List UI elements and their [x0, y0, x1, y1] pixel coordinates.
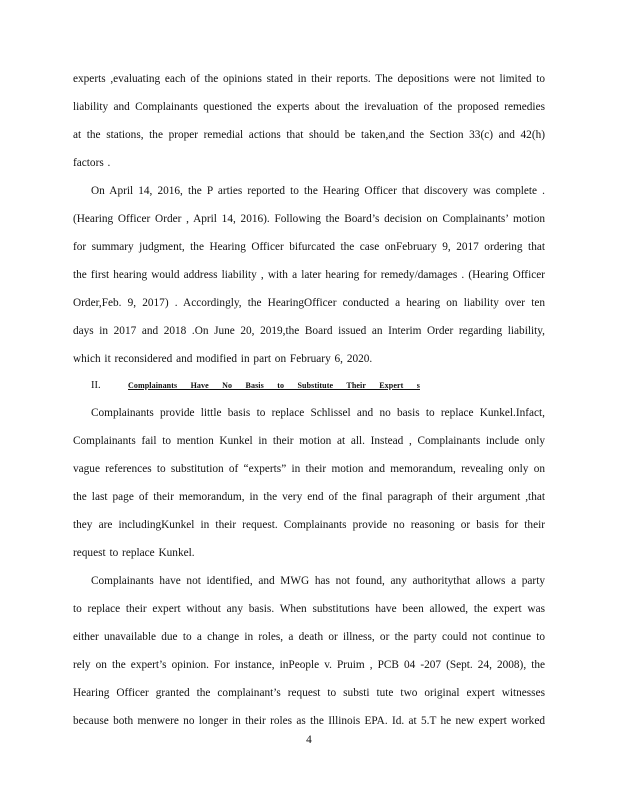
- text-line: which it reconsidered and modified in part on February 6, 2020.: [73, 353, 373, 365]
- text-line: either unavailable due to a change in roles, a death or illness, or the party could not continue to: [73, 631, 545, 643]
- text-line: they are includingKunkel in their request. Complainants provide no reasoning or basis for their: [73, 519, 545, 531]
- text-line: Complainants fail to mention Kunkel in their motion at all. Instead , Complainants include only: [73, 435, 545, 447]
- text-line: Hearing Officer granted the complainant’s request to substi tute two original expert witnesses: [73, 687, 545, 699]
- text-line: vague references to substitution of “experts” in their motion and memorandum, revealing only on: [73, 463, 545, 475]
- text-line: at the stations, the proper remedial actions that should be taken,and the Section 33(c) and 42(h): [73, 129, 545, 141]
- text-line: (Hearing Officer Order , April 14, 2016). Following the Board’s decision on Complainants’ motion: [73, 213, 545, 225]
- section-title: Complainants Have No Basis to Substitute Their Expert s: [128, 381, 420, 390]
- text-line: because both menwere no longer in their roles as the Illinois EPA. Id. at 5.T he new expert worked: [73, 715, 545, 727]
- text-line: request to replace Kunkel.: [73, 547, 195, 559]
- section-number: II.: [91, 380, 101, 391]
- page-number: 4: [306, 734, 312, 746]
- text-line: the last page of their memorandum, in the very end of the final paragraph of their argument ,that: [73, 491, 545, 503]
- text-line: rely on the expert’s opinion. For instance, inPeople v. Pruim , PCB 04 -207 (Sept. 24, 2008), the: [73, 659, 545, 671]
- text-line: factors .: [73, 157, 111, 169]
- text-line: liability and Complainants questioned the experts about the irevaluation of the proposed remedies: [73, 101, 545, 113]
- text-line: Complainants have not identified, and MWG has not found, any authoritythat allows a party: [91, 575, 545, 587]
- text-line: experts ,evaluating each of the opinions stated in their reports. The depositions were not limited to: [73, 73, 545, 85]
- text-line: days in 2017 and 2018 .On June 20, 2019,the Board issued an Interim Order regarding liability,: [73, 325, 545, 337]
- text-line: Order,Feb. 9, 2017) . Accordingly, the HearingOfficer conducted a hearing on liability over ten: [73, 297, 545, 309]
- text-line: the first hearing would address liability , with a later hearing for remedy/damages . (Hearing Officer: [73, 269, 545, 281]
- text-line: for summary judgment, the Hearing Officer bifurcated the case onFebruary 9, 2017 ordering that: [73, 241, 545, 253]
- text-line: to replace their expert without any basis. When substitutions have been allowed, the expert was: [73, 603, 545, 615]
- text-line: Complainants provide little basis to replace Schlissel and no basis to replace Kunkel.Infact,: [91, 407, 545, 419]
- text-line: On April 14, 2016, the P arties reported to the Hearing Officer that discovery was complete .: [91, 185, 545, 197]
